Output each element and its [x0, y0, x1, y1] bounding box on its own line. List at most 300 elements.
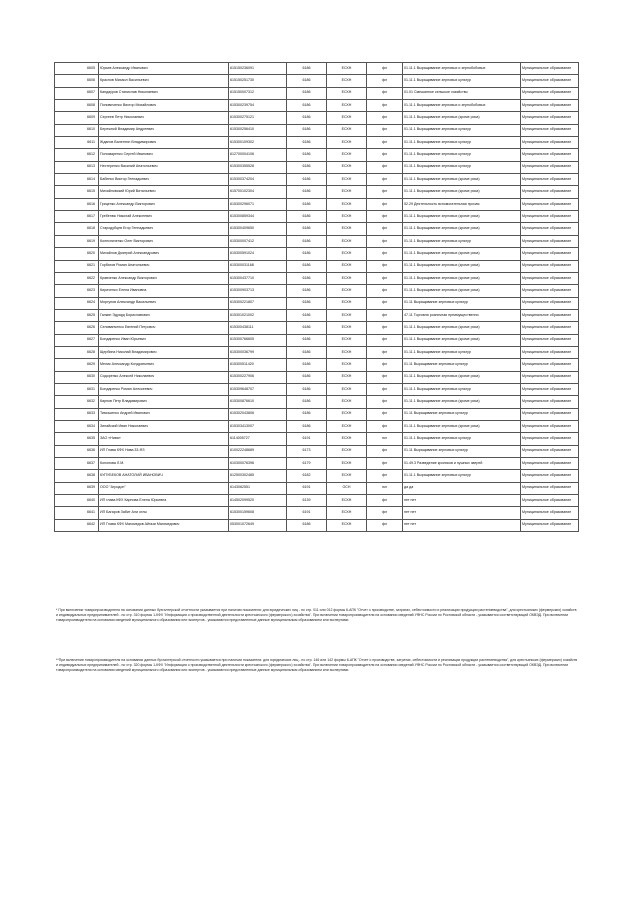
entity-type-cell: фл — [367, 149, 403, 161]
row-number-cell: 6626 — [55, 322, 99, 334]
table-row — [55, 198, 579, 210]
row-number-cell: 6611 — [55, 137, 99, 149]
okato-code-cell: 6186 — [287, 112, 327, 124]
inn-code-cell: 615700102304 — [229, 186, 287, 198]
table-row — [55, 495, 579, 507]
table-row — [55, 223, 579, 235]
entity-type-cell: фл — [367, 186, 403, 198]
municipality-cell: Муниципальное образование — [521, 63, 579, 75]
tax-regime-cell: ЕСХН — [327, 433, 367, 445]
okato-code-cell: 6186 — [287, 260, 327, 272]
municipality-cell: Муниципальное образование — [521, 359, 579, 371]
row-number-cell: 6632 — [55, 396, 99, 408]
inn-code-cell: 615300296071 — [229, 198, 287, 210]
tax-regime-cell: ЕСХН — [327, 161, 367, 173]
municipality-cell: Муниципальное образование — [521, 235, 579, 247]
municipality-cell: Муниципальное образование — [521, 346, 579, 358]
producer-name-cell: Сидоренко Алексей Николаевич — [99, 371, 229, 383]
municipality-cell: Муниципальное образование — [521, 223, 579, 235]
okato-code-cell: 6186 — [287, 519, 327, 531]
okato-code-cell: 6186 — [287, 211, 327, 223]
row-number-cell: 6623 — [55, 285, 99, 297]
table-row — [55, 408, 579, 420]
producer-name-cell: ИП Багаров Забит Али оглы — [99, 507, 229, 519]
inn-code-cell: 615150007312 — [229, 87, 287, 99]
okato-code-cell: 6186 — [287, 223, 327, 235]
entity-type-cell: фл — [367, 346, 403, 358]
okato-code-cell: 6186 — [287, 371, 327, 383]
municipality-cell: Муниципальное образование — [521, 75, 579, 87]
inn-code-cell: 610300076396 — [229, 458, 287, 470]
okato-code-cell: 6191 — [287, 507, 327, 519]
producer-name-cell: Галкин Эдуард Бориславович — [99, 309, 229, 321]
activity-code-cell: 01.11.1 Выращивание зерновых (кроме риса) — [403, 174, 521, 186]
producer-name-cell: Гребенюк Николай Алексеевич — [99, 211, 229, 223]
entity-type-cell: фл — [367, 383, 403, 395]
row-number-cell: 6615 — [55, 186, 99, 198]
activity-code-cell: 01.11.1 Выращивание зерновых (кроме риса) — [403, 260, 521, 272]
row-number-cell: 6642 — [55, 519, 99, 531]
producer-name-cell: Колесниченко Олег Викторович — [99, 235, 229, 247]
row-number-cell: 6634 — [55, 420, 99, 432]
tax-regime-cell: ЕСХН — [327, 223, 367, 235]
municipality-cell: Муниципальное образование — [521, 420, 579, 432]
row-number-cell: 6609 — [55, 112, 99, 124]
activity-code-cell: 01.11.1 Выращивание зерновых культур — [403, 149, 521, 161]
producer-name-cell: Стародубцев Егор Геннадьевич — [99, 223, 229, 235]
producer-name-cell: КУПУБЕКОВ АНАТОЛИЙ ИВАНОВИЧ — [99, 470, 229, 482]
producer-name-cell: Горбатов Роман Анатольевич — [99, 260, 229, 272]
activity-code-cell: нет нет — [403, 495, 521, 507]
municipality-cell: Муниципальное образование — [521, 297, 579, 309]
table-row — [55, 482, 579, 494]
producer-name-cell: ООО "Агродон" — [99, 482, 229, 494]
tax-regime-cell: ЕСХН — [327, 87, 367, 99]
entity-type-cell: фл — [367, 235, 403, 247]
inn-code-cell: 612500302485 — [229, 470, 287, 482]
tax-regime-cell: ЕСХН — [327, 100, 367, 112]
okato-code-cell: 6186 — [287, 297, 327, 309]
activity-code-cell: 01.11.1 Выращивание зерновых (кроме риса) — [403, 420, 521, 432]
okato-code-cell: 6186 — [287, 248, 327, 260]
tax-regime-cell: ЕСХН — [327, 248, 367, 260]
activity-code-cell: 01.11 Выращивание зерновых культур — [403, 408, 521, 420]
activity-code-cell: 01.11.1 Выращивание зерновых (кроме риса) — [403, 322, 521, 334]
tax-regime-cell: ЕСХН — [327, 309, 367, 321]
municipality-cell: Муниципальное образование — [521, 309, 579, 321]
municipality-cell: Муниципальное образование — [521, 137, 579, 149]
table-row — [55, 309, 579, 321]
tax-regime-cell: ЕСХН — [327, 112, 367, 124]
table-row — [55, 396, 579, 408]
table-row — [55, 161, 579, 173]
entity-type-cell: фл — [367, 112, 403, 124]
table-row — [55, 297, 579, 309]
tax-regime-cell: ЕСХН — [327, 507, 367, 519]
inn-code-cell: 615300007412 — [229, 235, 287, 247]
tax-regime-cell: ЕСХН — [327, 63, 367, 75]
producer-name-cell: Михайловский Юрий Витальевич — [99, 186, 229, 198]
inn-code-cell: 615300159608 — [229, 507, 287, 519]
activity-code-cell: 01.11.1 Выращивание зерновых культур — [403, 75, 521, 87]
activity-code-cell: 01.11.1 Выращивание зерновых культур — [403, 433, 521, 445]
table-row — [55, 235, 579, 247]
inn-code-cell: 615303413007 — [229, 420, 287, 432]
table-row — [55, 100, 579, 112]
municipality-cell: Муниципальное образование — [521, 458, 579, 470]
tax-regime-cell: ЕСХН — [327, 396, 367, 408]
inn-code-cell: 615300355528 — [229, 161, 287, 173]
table-row — [55, 112, 579, 124]
municipality-cell: Муниципальное образование — [521, 149, 579, 161]
activity-code-cell: 01.11.1 Выращивание зерновых (кроме риса) — [403, 211, 521, 223]
activity-code-cell: 01.11.1 Выращивание зерновых (кроме риса) — [403, 272, 521, 284]
table-row — [55, 383, 579, 395]
activity-code-cell: 01.11.1 Выращивание зерновых (кроме риса) — [403, 112, 521, 124]
tax-regime-cell: ЕСХН — [327, 260, 367, 272]
entity-type-cell: фл — [367, 408, 403, 420]
row-number-cell: 6612 — [55, 149, 99, 161]
activity-code-cell: 01.11.1 Выращивание зерновых культур — [403, 235, 521, 247]
row-number-cell: 6641 — [55, 507, 99, 519]
producer-name-cell: Селиванченко Евгений Петрович — [99, 322, 229, 334]
activity-code-cell: да да — [403, 482, 521, 494]
row-number-cell: 6618 — [55, 223, 99, 235]
municipality-cell: Муниципальное образование — [521, 334, 579, 346]
producer-name-cell: ИП глава КФХ Карпова Елена Юрьевна — [99, 495, 229, 507]
inn-code-cell: 615150251730 — [229, 75, 287, 87]
row-number-cell: 6633 — [55, 408, 99, 420]
row-number-cell: 6624 — [55, 297, 99, 309]
entity-type-cell: фл — [367, 420, 403, 432]
row-number-cell: 6620 — [55, 248, 99, 260]
row-number-cell: 6636 — [55, 445, 99, 457]
municipality-cell: Муниципальное образование — [521, 260, 579, 272]
municipality-cell: Муниципальное образование — [521, 396, 579, 408]
row-number-cell: 6638 — [55, 470, 99, 482]
municipality-cell: Муниципальное образование — [521, 161, 579, 173]
tax-regime-cell: ЕСХН — [327, 383, 367, 395]
activity-code-cell: 01.01 Смешанное сельское хозяйство — [403, 87, 521, 99]
okato-code-cell: 6186 — [287, 137, 327, 149]
producer-name-cell: Бондаренко Иван Юрьевич — [99, 334, 229, 346]
entity-type-cell: фл — [367, 445, 403, 457]
tax-regime-cell: ЕСХН — [327, 149, 367, 161]
table-row — [55, 63, 579, 75]
producer-name-cell: Сергеев Петр Николаевич — [99, 112, 229, 124]
row-number-cell: 6613 — [55, 161, 99, 173]
municipality-cell: Муниципальное образование — [521, 272, 579, 284]
inn-code-cell: 615300591024 — [229, 248, 287, 260]
activity-code-cell: 01.11 Выращивание зерновых культур — [403, 297, 521, 309]
row-number-cell: 6630 — [55, 371, 99, 383]
municipality-cell: Муниципальное образование — [521, 433, 579, 445]
municipality-cell: Муниципальное образование — [521, 100, 579, 112]
municipality-cell: Муниципальное образование — [521, 495, 579, 507]
okato-code-cell: 6186 — [287, 186, 327, 198]
okato-code-cell: 6186 — [287, 149, 327, 161]
inn-code-cell: 615300409650 — [229, 223, 287, 235]
inn-code-cell: 615309648707 — [229, 383, 287, 395]
entity-type-cell: фл — [367, 458, 403, 470]
tax-regime-cell: ЕСХН — [327, 346, 367, 358]
row-number-cell: 6631 — [55, 383, 99, 395]
tax-regime-cell: ЕСХН — [327, 458, 367, 470]
entity-type-cell: фл — [367, 174, 403, 186]
activity-code-cell: 01.11.1 Выращивание зерновых и зернобобовых — [403, 100, 521, 112]
municipality-cell: Муниципальное образование — [521, 482, 579, 494]
activity-code-cell: 01.11.1 Выращивание зерновых (кроме риса) — [403, 396, 521, 408]
producer-name-cell: ИП Глава КФХ Магомедов Айгази Магомедович — [99, 519, 229, 531]
tax-regime-cell: ЕСХН — [327, 322, 367, 334]
tax-regime-cell: ЕСХН — [327, 235, 367, 247]
okato-code-cell: 6186 — [287, 383, 327, 395]
row-number-cell: 6608 — [55, 100, 99, 112]
activity-code-cell: 01.11.1 Выращивание зерновых (кроме риса) — [403, 334, 521, 346]
tax-regime-cell: ЕСХН — [327, 359, 367, 371]
producer-name-cell: Жданов Валентин Владимирович — [99, 137, 229, 149]
entity-type-cell: фл — [367, 63, 403, 75]
producer-name-cell: Кириченко Елена Ивановна — [99, 285, 229, 297]
okato-code-cell: 6186 — [287, 309, 327, 321]
entity-type-cell: фл — [367, 495, 403, 507]
row-number-cell: 6610 — [55, 124, 99, 136]
producer-name-cell: Бережной Владимир Андреевич — [99, 124, 229, 136]
entity-type-cell: фл — [367, 198, 403, 210]
producer-name-cell: Кандауров Станислав Николаевич — [99, 87, 229, 99]
row-number-cell: 6616 — [55, 198, 99, 210]
row-number-cell: 6639 — [55, 482, 99, 494]
entity-type-cell: фл — [367, 309, 403, 321]
table-row — [55, 124, 579, 136]
row-number-cell: 6605 — [55, 63, 99, 75]
municipality-cell: Муниципальное образование — [521, 124, 579, 136]
tax-regime-cell: ЕСХН — [327, 124, 367, 136]
producer-name-cell: Бондаренко Роман Алексеевич — [99, 383, 229, 395]
producer-name-cell: Нестеренко Василий Анатольевич — [99, 161, 229, 173]
entity-type-cell: фл — [367, 100, 403, 112]
okato-code-cell: 6186 — [287, 75, 327, 87]
table-row — [55, 433, 579, 445]
activity-code-cell: 01.11.1 Выращивание зерновых (кроме риса) — [403, 371, 521, 383]
inn-code-cell: 615300511420 — [229, 359, 287, 371]
entity-type-cell: юл — [367, 482, 403, 494]
entity-type-cell: фл — [367, 285, 403, 297]
okato-code-cell: 6186 — [287, 63, 327, 75]
row-number-cell: 6625 — [55, 309, 99, 321]
tax-regime-cell: ЕСХН — [327, 408, 367, 420]
municipality-cell: Муниципальное образование — [521, 174, 579, 186]
okato-code-cell: 6186 — [287, 272, 327, 284]
tax-regime-cell: ЕСХН — [327, 519, 367, 531]
activity-code-cell: 47.11 Торговля розничная преимущественно — [403, 309, 521, 321]
row-number-cell: 6606 — [55, 75, 99, 87]
tax-regime-cell: ЕСХН — [327, 371, 367, 383]
activity-code-cell: 01.11.1 Выращивание зерновых (кроме риса) — [403, 248, 521, 260]
activity-code-cell: нет нет — [403, 519, 521, 531]
activity-code-cell: 01.11.1 Выращивание зерновых культур — [403, 161, 521, 173]
entity-type-cell: фл — [367, 507, 403, 519]
activity-code-cell: 01.49.3 Разведение кроликов и пушных зверей — [403, 458, 521, 470]
entity-type-cell: фл — [367, 272, 403, 284]
activity-code-cell: 01.11.1 Выращивание зерновых культур — [403, 346, 521, 358]
producer-name-cell: Моргунов Александр Васильевич — [99, 297, 229, 309]
tax-regime-cell: ОСН — [327, 482, 367, 494]
municipality-cell: Муниципальное образование — [521, 383, 579, 395]
inn-code-cell: 615300374204 — [229, 174, 287, 186]
municipality-cell: Муниципальное образование — [521, 186, 579, 198]
producer-name-cell: Карпов Петр Владимирович — [99, 396, 229, 408]
inn-code-cell: 615300256410 — [229, 124, 287, 136]
entity-type-cell: фл — [367, 371, 403, 383]
row-number-cell: 6637 — [55, 458, 99, 470]
producer-name-cell: Кравченко Александр Викторович — [99, 272, 229, 284]
entity-type-cell: фл — [367, 161, 403, 173]
activity-code-cell: 01.11.1 Выращивание зерновых и зернобобовых — [403, 63, 521, 75]
inn-code-cell: 615302043806 — [229, 408, 287, 420]
municipality-cell: Муниципальное образование — [521, 285, 579, 297]
table-row — [55, 519, 579, 531]
inn-code-cell: 615150236091 — [229, 63, 287, 75]
okato-code-cell: 6186 — [287, 124, 327, 136]
inn-code-cell: 615300859344 — [229, 211, 287, 223]
table-row — [55, 371, 579, 383]
tax-regime-cell: ЕСХН — [327, 445, 367, 457]
table-row — [55, 322, 579, 334]
okato-code-cell: 6186 — [287, 346, 327, 358]
producer-name-cell: Кононова Л.М. — [99, 458, 229, 470]
table-row — [55, 334, 579, 346]
table-row — [55, 186, 579, 198]
producer-name-cell: Пономаренко Сергей Иванович — [99, 149, 229, 161]
table-row — [55, 174, 579, 186]
producer-name-cell: Поповиченко Виктор Михайлович — [99, 100, 229, 112]
entity-type-cell: фл — [367, 297, 403, 309]
okato-code-cell: 6186 — [287, 174, 327, 186]
activity-code-cell: 01.11.1 Выращивание зерновых (кроме риса) — [403, 285, 521, 297]
table-row — [55, 470, 579, 482]
inn-code-cell: 615300903713 — [229, 285, 287, 297]
producer-name-cell: Бабенко Виктор Геннадьевич — [99, 174, 229, 186]
inn-code-cell: 615300876610 — [229, 396, 287, 408]
municipality-cell: Муниципальное образование — [521, 198, 579, 210]
table-row — [55, 420, 579, 432]
producer-name-cell: Тимошенко Андрей Иванович — [99, 408, 229, 420]
inn-code-cell: 615300036799 — [229, 346, 287, 358]
okato-code-cell: 6186 — [287, 100, 327, 112]
row-number-cell: 6640 — [55, 495, 99, 507]
entity-type-cell: фл — [367, 470, 403, 482]
footnote-1-text: * При включении товаропроизводителя на основании данных бухгалтерской отчетности указывается при наличии показателя: для юридических лиц - по стр. 011 или 012 формы 6-АПК "Отчет о производстве, затратах, себестоимости и реализации продукции растениеводства", для крестьянских (фермерских) хозяйств и индивидуальных предпринимателей - по стр. 310 формы 1-КФХ "Информация о производственной деятельности крестьянского (фермерского) хозяйства". При включении товаропроизводителя на основании сведений УФНС России по Ростовской области - указывается соответствующий ОКВЭД. При включении товаропроизводителя на основании сведений муниципального образования или экспертов - указываются представленные данные муниципальным образованием или экспертами. — [56, 608, 577, 622]
row-number-cell: 6614 — [55, 174, 99, 186]
inn-code-cell: 615300221807 — [229, 297, 287, 309]
producer-name-cell: Юрьев Александр Иванович — [99, 63, 229, 75]
activity-code-cell: 52.29 Деятельность вспомогательная прочая — [403, 198, 521, 210]
table-row — [55, 359, 579, 371]
okato-code-cell: 6139 — [287, 495, 327, 507]
footnote-2-text: **При включении товаропроизводителя на основании данных бухгалтерской отчетности указывается при наличии показателя: для юридических лиц - по стр. 146 или 142 формы 6-АПК "Отчет о производстве, затратах, себестоимости и реализации продукции растениеводства", для крестьянских (фермерских) хозяйств и индивидуальных предпринимателей - по стр. 320 формы 1-КФХ "Информация о производственной деятельности крестьянского (фермерского) хозяйства". При включении товаропроизводителя на основании сведений УФНС России по Ростовской области - указывается соответствующий ОКВЭД. При включении товаропроизводителя на основании сведений муниципального образования или экспертов - указываются представленные данные муниципальным образованием или экспертами. — [56, 658, 578, 672]
table-row — [55, 260, 579, 272]
entity-type-cell: юл — [367, 433, 403, 445]
tax-regime-cell: ЕСХН — [327, 137, 367, 149]
inn-code-cell: 615300438111 — [229, 322, 287, 334]
municipality-cell: Муниципальное образование — [521, 371, 579, 383]
table-row — [55, 211, 579, 223]
okato-code-cell: 6186 — [287, 87, 327, 99]
okato-code-cell: 6186 — [287, 198, 327, 210]
tax-regime-cell: ЕСХН — [327, 174, 367, 186]
okato-code-cell: 6186 — [287, 322, 327, 334]
inn-code-cell: 6143062551 — [229, 482, 287, 494]
table-row — [55, 285, 579, 297]
municipality-cell: Муниципальное образование — [521, 211, 579, 223]
okato-code-cell: 6186 — [287, 408, 327, 420]
municipality-cell: Муниципальное образование — [521, 445, 579, 457]
entity-type-cell: фл — [367, 75, 403, 87]
tax-regime-cell: ЕСХН — [327, 334, 367, 346]
activity-code-cell: 01.11.1 Выращивание зерновых (кроме риса) — [403, 223, 521, 235]
tax-regime-cell: ЕСХН — [327, 470, 367, 482]
table-row — [55, 87, 579, 99]
municipality-cell: Муниципальное образование — [521, 408, 579, 420]
municipality-cell: Муниципальное образование — [521, 248, 579, 260]
activity-code-cell: нет нет — [403, 507, 521, 519]
producer-name-cell: Мелик Александр Кондратьевич — [99, 359, 229, 371]
table-row — [55, 75, 579, 87]
inn-code-cell: 615301021002 — [229, 309, 287, 321]
okato-code-cell: 6182 — [287, 470, 327, 482]
municipality-cell: Муниципальное образование — [521, 519, 579, 531]
table-row — [55, 458, 579, 470]
producer-name-cell: Гриценко Александр Викторович — [99, 198, 229, 210]
okato-code-cell: 6186 — [287, 396, 327, 408]
okato-code-cell: 6186 — [287, 334, 327, 346]
inn-code-cell: 615300275121 — [229, 112, 287, 124]
row-number-cell: 6629 — [55, 359, 99, 371]
entity-type-cell: фл — [367, 322, 403, 334]
table-row — [55, 149, 579, 161]
inn-code-cell: 615300766605 — [229, 334, 287, 346]
municipality-cell: Муниципальное образование — [521, 322, 579, 334]
table-row — [55, 137, 579, 149]
tax-regime-cell: ЕСХН — [327, 186, 367, 198]
producer-name-cell: ЗАО «Нива» — [99, 433, 229, 445]
tax-regime-cell: ЕСХН — [327, 285, 367, 297]
activity-code-cell: 01.11 Выращивание зерновых культур — [403, 445, 521, 457]
entity-type-cell: фл — [367, 124, 403, 136]
row-number-cell: 6619 — [55, 235, 99, 247]
inn-code-cell: 615300109302 — [229, 137, 287, 149]
activity-code-cell: 01.11.1 Выращивание зерновых культур — [403, 383, 521, 395]
municipality-cell: Муниципальное образование — [521, 112, 579, 124]
row-number-cell: 6621 — [55, 260, 99, 272]
entity-type-cell: фл — [367, 260, 403, 272]
inn-code-cell: 612700004106 — [229, 149, 287, 161]
entity-type-cell: фл — [367, 223, 403, 235]
inn-code-cell: 615300031168 — [229, 260, 287, 272]
tax-regime-cell: ЕСХН — [327, 211, 367, 223]
okato-code-cell: 6186 — [287, 420, 327, 432]
row-number-cell: 6628 — [55, 346, 99, 358]
row-number-cell: 6607 — [55, 87, 99, 99]
producer-name-cell: Щербина Николай Владимирович — [99, 346, 229, 358]
tax-regime-cell: ЕСХН — [327, 75, 367, 87]
municipality-cell: Муниципальное образование — [521, 470, 579, 482]
tax-regime-cell: ЕСХН — [327, 272, 367, 284]
table-row — [55, 346, 579, 358]
okato-code-cell: 6186 — [287, 235, 327, 247]
inn-code-cell: 614502099520 — [229, 495, 287, 507]
